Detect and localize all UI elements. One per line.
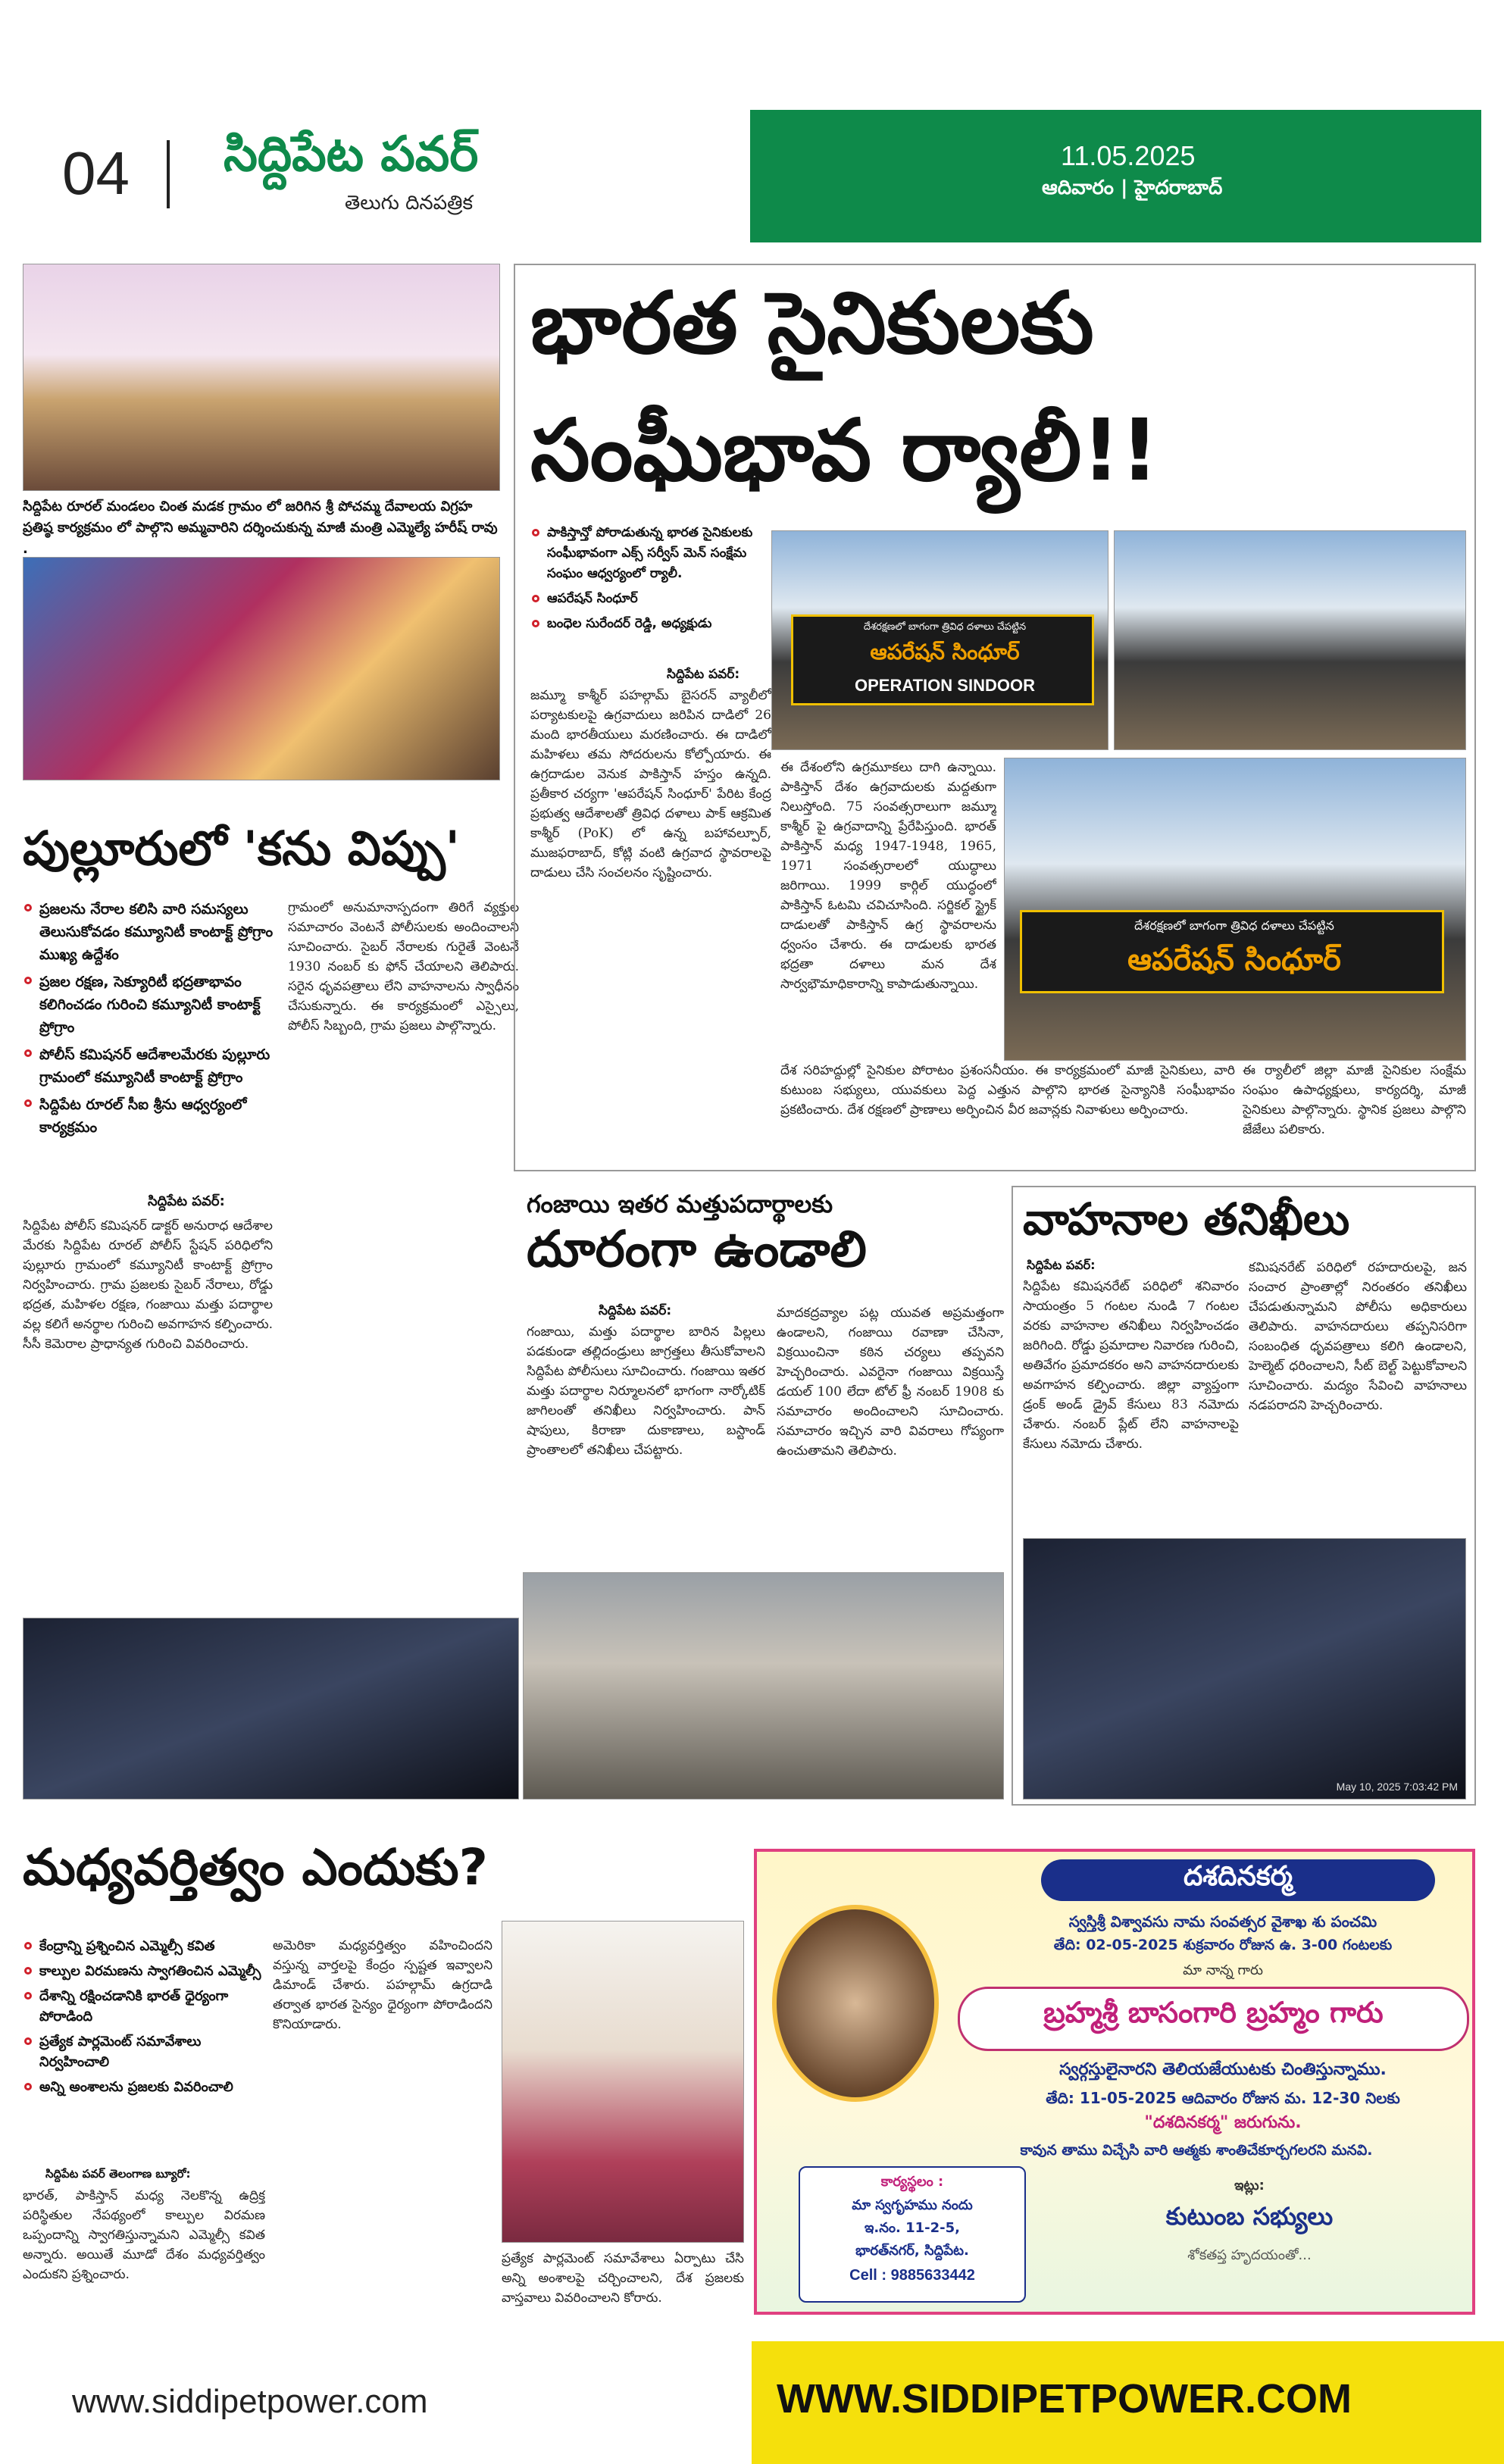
lead-body-col1: జమ్మూ కాశ్మీర్ పహల్గామ్ బైసరన్ వ్యాలీలో పర్యాటకులపై ఉగ్రవాదులు జరిపిన దాడిలో 26 మంది భారతీయులు మరణించారు. ఈ దాడిలో మహిళలు తమ సోదరులను కోల్పోయారు. ఈ ఉగ్రదాడుల వెనుక పాకిస్తాన్ హస్తం ఉన్నది. ప్రతీకార చర్యగా 'ఆపరేషన్ సింధూర్' పేరిట కేంద్ర ప్రభుత్వ ఆదేశాలతో త్రివిధ దళాలు పాక్ ఆక్రమిత కాశ్మీర్ (PoK) లో ఉన్న బహావల్పూర్, ముజఫరాబాద్, కోట్లి వంటి ఉగ్రవాద స్థావరాలపై దాడులు చేసి సంచలనం సృష్టించారు. bbox=[530, 688, 771, 880]
ganja-body-col1: గంజాయి, మత్తు పదార్థాల బారిన పిల్లలు పడకుండా తల్లిదండ్రులు జాగ్రత్తలు తీసుకోవాలని సిద్దిపేట పోలీసులు సూచించారు. గంజాయి ఇతర మత్తు పదార్థాల నిర్మూలనలో భాగంగా నార్కోటిక్ జాగిలంతో తనిఖీలు నిర్వహించారు. పాన్ షాపులు, కిరాణా దుకాణాలు, బస్టాండ్ ప్రాంతాలలో తనిఖీలు చేపట్టారు. bbox=[527, 1324, 765, 1458]
lead-body-col3: దేశ సరిహద్దుల్లో సైనికుల పోరాటం ప్రశంసనీయం. ఈ కార్యక్రమంలో మాజీ సైనికులు, వారి కుటుంబ సభ్యులు, యువకులు పెద్ద ఎత్తున పాల్గొని భారత సైన్యానికి సంఘీభావం ప్రకటించారు. దేశ రక్షణలో ప్రాణాలు అర్పించిన వీర జవాన్లకు నివాళులు అర్పించారు. bbox=[780, 1063, 1235, 1118]
rally-banner bbox=[791, 614, 1094, 705]
rally-banner-2 bbox=[1020, 910, 1444, 993]
kavitha-bullet: కేంద్రాన్ని ప్రశ్నించిన ఎమ్మెల్సీ కవిత bbox=[23, 1936, 265, 1956]
ad-portrait bbox=[772, 1905, 939, 2102]
pullur-bullet: సిద్దిపేట రూరల్ సీఐ శ్రీను ఆధ్వర్యంలో కార్యక్రమం bbox=[23, 1093, 280, 1139]
kavitha-bullet: అన్ని అంశాలను ప్రజలకు వివరించాలి bbox=[23, 2077, 265, 2097]
ad-line7: కావున తాము విచ్చేసి వారి ఆత్మకు శాంతిచేకూర్చగలరని మనవి. bbox=[1020, 2142, 1373, 2159]
rally-photo-1 bbox=[771, 530, 1108, 750]
ad-line2: తేది: 02-05-2025 శుక్రవారం రోజున ఉ. 3-00 గంటలకు bbox=[1053, 1937, 1393, 1953]
kavitha-bullet: దేశాన్ని రక్షించడానికి భారత్ ధైర్యంగా పోరాడింది bbox=[23, 1986, 265, 2027]
kavitha-body-col1: భారత్, పాకిస్తాన్ మధ్య నెలకొన్న ఉద్రిక్త పరిస్థితుల నేపథ్యంలో కాల్పుల విరమణ ఒప్పందాన్ని స్వాగతిస్తున్నామని ఎమ్మెల్సీ కవిత అన్నారు. అయితే మూడో దేశం మధ్యవర్తిత్వం ఎందుకని ప్రశ్నించారు. bbox=[23, 2188, 265, 2282]
vehicles-body-col1: సిద్దిపేట కమిషనరేట్ పరిధిలో శనివారం సాయంత్రం 5 గంటల నుండి 7 గంటల వరకు వాహనాల తనిఖీలు నిర్వహించడం జరిగింది. రోడ్డు ప్రమాదాల నివారణ గురించి, అతివేగం ప్రమాదకరం అని వాహనదారులకు అవగాహన కల్పించారు. జిల్లా వ్యాప్తంగా డ్రంక్ అండ్ డ్రైవ్ కేసులు 83 నమోదు చేశారు. నంబర్ ప్లేట్ లేని వాహనాలపై కేసులు నమోదు చేశారు. bbox=[1023, 1279, 1239, 1452]
rally-photo-2 bbox=[1114, 530, 1466, 750]
obituary-ad bbox=[754, 1849, 1475, 2315]
issue-day-place: ఆదివారం | హైదరాబాద్ bbox=[1042, 177, 1223, 199]
kavitha-headline: మధ్యవర్తిత్వం ఎందుకు? bbox=[23, 1838, 488, 1896]
lead-bullet: ఆపరేషన్ సింధూర్ bbox=[530, 589, 780, 609]
pullur-body-col2: గ్రామంలో అనుమానాస్పదంగా తిరిగే వ్యక్తుల సమాచారం వెంటనే పోలీసులకు అందించాలని సూచించారు. సైబర్ నేరాలకు గురైతే వెంటనే 1930 నంబర్ కు ఫోన్ చేయాలని తెలిపారు. సరైన ధృవపత్రాలు లేని వాహనాలను స్వాధీనం చేసుకున్నారు. ఈ కార్యక్రమంలో ఎస్సైలు, పోలీస్ సిబ్బంది, గ్రామ ప్రజలు పాల్గొన్నారు. bbox=[288, 900, 519, 1033]
kavitha-body-col3: ప్రత్యేక పార్లమెంట్ సమావేశాలు ఏర్పాటు చేసి అన్ని అంశాలపై చర్చించాలని, దేశ ప్రజలకు వాస్తవాలు వివరించాలని కోరారు. bbox=[502, 2251, 744, 2306]
ad-venue-3: భారత్‌నగర్, సిద్దిపేట. bbox=[855, 2243, 969, 2259]
ganja-headline-2: దూరంగా ఉండాలి bbox=[527, 1220, 867, 1278]
pullur-bullets bbox=[23, 898, 280, 1143]
ad-venue-2: ఇ.నం. 11-2-5, bbox=[865, 2220, 960, 2236]
lead-headline-2: సంఘీభావ ర్యాలీ!! bbox=[530, 402, 1159, 500]
vehicles-byline: సిద్దిపేట పవర్: bbox=[1027, 1258, 1096, 1272]
kavitha-bullet: ప్రత్యేక పార్లమెంట్ సమావేశాలు నిర్వహించాలి bbox=[23, 2031, 265, 2072]
temple-photo-caption: సిద్దిపేట రూరల్ మండలం చింత మడక గ్రామం లో జరిగిన శ్రీ పోచమ్మ దేవాలయ విగ్రహ ప్రతిష్ఠ కార్యక్రమం లో పాల్గొని అమ్మవారిని దర్శించుకున్న మాజీ మంత్రి ఎమ్మెల్యే హరీష్ రావు . bbox=[23, 499, 498, 557]
masthead-divider bbox=[167, 140, 170, 208]
ad-venue-label: కార్యస్థలం : bbox=[880, 2174, 944, 2190]
paper-subtitle: తెలుగు దినపత్రిక bbox=[345, 192, 474, 214]
ganja-headline-1: గంజాయి ఇతర మత్తుపదార్థాలకు bbox=[527, 1190, 833, 1218]
rally-photo-3 bbox=[1004, 758, 1466, 1061]
page-number: 04 bbox=[62, 139, 130, 207]
ad-title: దశదినకర్మ bbox=[1183, 1861, 1293, 1892]
ad-family-label: ఇట్లు: bbox=[1234, 2178, 1265, 2194]
rally-banner-text-3: OPERATION SINDOOR bbox=[855, 676, 1035, 695]
temple-photo-1 bbox=[23, 264, 500, 491]
temple-photo-2 bbox=[23, 557, 500, 780]
ad-closing: శోకతప్త హృదయంతో... bbox=[1187, 2247, 1312, 2263]
paper-title: సిద్దిపేట పవర్ bbox=[224, 127, 479, 183]
footer-left-url[interactable]: www.siddipetpower.com bbox=[72, 2383, 428, 2420]
pullur-headline: పుల్లూరులో 'కను విప్పు' bbox=[23, 821, 460, 876]
ad-line4: స్వర్గస్తులైనారని తెలియజేయుటకు చింతిస్తున్నాము. bbox=[1059, 2060, 1387, 2079]
ad-venue-1: మా స్వగృహము నందు bbox=[852, 2197, 973, 2213]
footer-right-url[interactable]: WWW.SIDDIPETPOWER.COM bbox=[777, 2376, 1352, 2422]
lead-body-col2: ఈ దేశంలోని ఉగ్రమూకలు దాగి ఉన్నాయి. పాకిస్తాన్ దేశం ఉగ్రవాదులకు మద్దతుగా నిలుస్తోంది. 75 సంవత్సరాలుగా జమ్మూ కాశ్మీర్ పై ఉగ్రవాదాన్ని ప్రేరేపిస్తుంది. భారత్ పాకిస్తాన్ మధ్య 1947-1948, 1965, 1971 సంవత్సరాలలో యుద్ధాలు జరిగాయి. 1999 కార్గిల్ యుద్ధంలో పాకిస్తాన్ ఓటమి చవిచూసింది. సర్జికల్ స్ట్రైక్ దాడులతో పాకిస్తాన్ ఉగ్ర స్థావరాలను ధ్వంసం చేశారు. ఈ దాడులకు భారత భద్రతా దళాలు మన దేశ సార్వభౌమాధికారాన్ని కాపాడుతున్నాయి. bbox=[780, 760, 996, 992]
ad-phone: Cell : 9885633442 bbox=[849, 2267, 975, 2284]
ad-line1: స్వస్తిశ్రీ విశ్వావసు నామ సంవత్సర వైశాఖ శు పంచమి bbox=[1068, 1912, 1377, 1931]
kavitha-body-col2: అమెరికా మధ్యవర్తిత్వం వహించిందని వస్తున్న వార్తలపై కేంద్రం స్పష్టత ఇవ్వాలని డిమాండ్ చేశారు. పహల్గామ్ ఉగ్రదాడి తర్వాత భారత సైన్యం ధైర్యంగా పోరాడిందని కొనియాడారు. bbox=[273, 1938, 492, 2032]
rally-banner-2-text-2: ఆపరేషన్ సింధూర్ bbox=[1127, 943, 1341, 977]
rally-banner-text-1: దేశరక్షణలో బాగంగా త్రివిధ దళాలు చేపట్టిన bbox=[863, 621, 1027, 633]
ad-name: బ్రహ్మశ్రీ బాసంగారి బ్రహ్మం గారు bbox=[1043, 1996, 1384, 2029]
rally-banner-text-2: ఆపరేషన్ సింధూర్ bbox=[870, 639, 1020, 664]
lead-headline-1: భారత సైనికులకు bbox=[530, 274, 1094, 373]
vehicles-photo bbox=[1023, 1538, 1466, 1800]
kavitha-byline: సిద్దిపేట పవర్ తెలంగాణ బ్యూరో: bbox=[45, 2167, 191, 2181]
pullur-byline: సిద్దిపేట పవర్: bbox=[148, 1193, 225, 1209]
pullur-photo bbox=[23, 1618, 519, 1800]
ganja-photo bbox=[523, 1572, 1004, 1800]
pullur-bullet: ప్రజల రక్షణ, సెక్యూరిటీ భద్రతాభావం కలిగించడం గురించి కమ్యూనిటీ కాంటాక్ట్ ప్రోగ్రాం bbox=[23, 971, 280, 1039]
pullur-bullet: ప్రజలను నేరాల కలిసి వారి సమస్యలు తెలుసుకోవడం కమ్యూనిటీ కాంటాక్ట్ ప్రోగ్రాం ముఖ్య ఉద్దేశం bbox=[23, 898, 280, 966]
issue-date: 11.05.2025 bbox=[1061, 140, 1196, 171]
vehicles-headline: వాహనాల తనిఖీలు bbox=[1023, 1193, 1350, 1245]
lead-bullets bbox=[530, 523, 780, 639]
lead-body-col4: ఈ ర్యాలీలో జిల్లా మాజీ సైనికుల సంక్షేమ సంఘం ఉపాధ్యక్షులు, కార్యదర్శి, మాజీ సైనికులు పాల్గొన్నారు. స్థానిక ప్రజలు పాల్గొని జేజేలు పలికారు. bbox=[1243, 1063, 1466, 1137]
pullur-body-col1: సిద్దిపేట పోలీస్ కమిషనర్ డాక్టర్ అనురాధ ఆదేశాల మేరకు సిద్దిపేట రూరల్ పోలీస్ స్టేషన్ పరిధిలోని పుల్లూరు గ్రామంలో కమ్యూనిటీ కాంటాక్ట్ ప్రోగ్రాం నిర్వహించారు. గ్రామ ప్రజలకు సైబర్ నేరాలు, రోడ్డు భద్రత, మహిళల రక్షణ, గంజాయి మత్తు పదార్థాల వల్ల కలిగే అనర్థాల గురించి అవగాహన కల్పించారు. సీసీ కెమెరాల ప్రాధాన్యత గురించి వివరించారు. bbox=[23, 1218, 273, 1352]
pullur-bullet: పోలీస్ కమిషనర్ ఆదేశాలమేరకు పుల్లూరు గ్రామంలో కమ్యూనిటీ కాంటాక్ట్ ప్రోగ్రాం bbox=[23, 1043, 280, 1089]
kavitha-photo bbox=[502, 1921, 744, 2243]
ad-family: కుటుంబ సభ్యులు bbox=[1165, 2202, 1334, 2231]
masthead bbox=[23, 110, 1481, 242]
ad-line5: తేది: 11-05-2025 ఆదివారం రోజున మ. 12-30 నిలకు bbox=[1046, 2089, 1400, 2107]
kavitha-bullet: కాల్పుల విరమణను స్వాగతించిన ఎమ్మెల్సీ bbox=[23, 1961, 265, 1981]
ganja-body-col2: మాదకద్రవ్యాల పట్ల యువత అప్రమత్తంగా ఉండాలని, గంజాయి రవాణా చేసినా, విక్రయించినా కఠిన చర్యలు తప్పవని హెచ్చరించారు. ఎవరైనా గంజాయి విక్రయిస్తే డయల్ 100 లేదా టోల్ ఫ్రీ నంబర్ 1908 కు సమాచారం అందించాలని సూచించారు. సమాచారం ఇచ్చిన వారి వివరాలు గోప్యంగా ఉంచుతామని తెలిపారు. bbox=[777, 1305, 1004, 1459]
lead-bullet: బంధెల సురేందర్ రెడ్డి, అధ్యక్షుడు bbox=[530, 614, 780, 634]
ad-line3: మా నాన్న గారు bbox=[1183, 1962, 1263, 1978]
vehicles-photo-timestamp: May 10, 2025 7:03:42 PM bbox=[1336, 1781, 1458, 1793]
lead-bullet: పాకిస్తాన్తో పోరాడుతున్న భారత సైనికులకు సంఘీభావంగా ఎక్స్ సర్వీస్ మెన్ సంక్షేమ సంఘం ఆధ్వర్యంలో ర్యాలీ. bbox=[530, 523, 780, 584]
rally-banner-2-text-1: దేశరక్షణలో బాగంగా త్రివిధ దళాలు చేపట్టిన bbox=[1134, 918, 1334, 933]
ganja-byline: సిద్దిపేట పవర్: bbox=[599, 1303, 672, 1318]
ad-line6: "దశదినకర్మ" జరుగును. bbox=[1144, 2113, 1302, 2132]
kavitha-bullets bbox=[23, 1936, 265, 2102]
vehicles-body-col2: కమిషనరేట్ పరిధిలో రహదారులపై, జన సంచార ప్రాంతాల్లో నిరంతరం తనిఖీలు చేపడుతున్నామని పోలీసు అధికారులు తెలిపారు. వాహనదారులు తప్పనిసరిగా సంబంధిత ధృవపత్రాలు కలిగి ఉండాలని, హెల్మెట్ ధరించాలని, సీట్ బెల్ట్ పెట్టుకోవాలని సూచించారు. మద్యం సేవించి వాహనాలు నడపరాదని హెచ్చరించారు. bbox=[1249, 1260, 1467, 1413]
lead-byline: సిద్దిపేట పవర్: bbox=[667, 667, 740, 682]
